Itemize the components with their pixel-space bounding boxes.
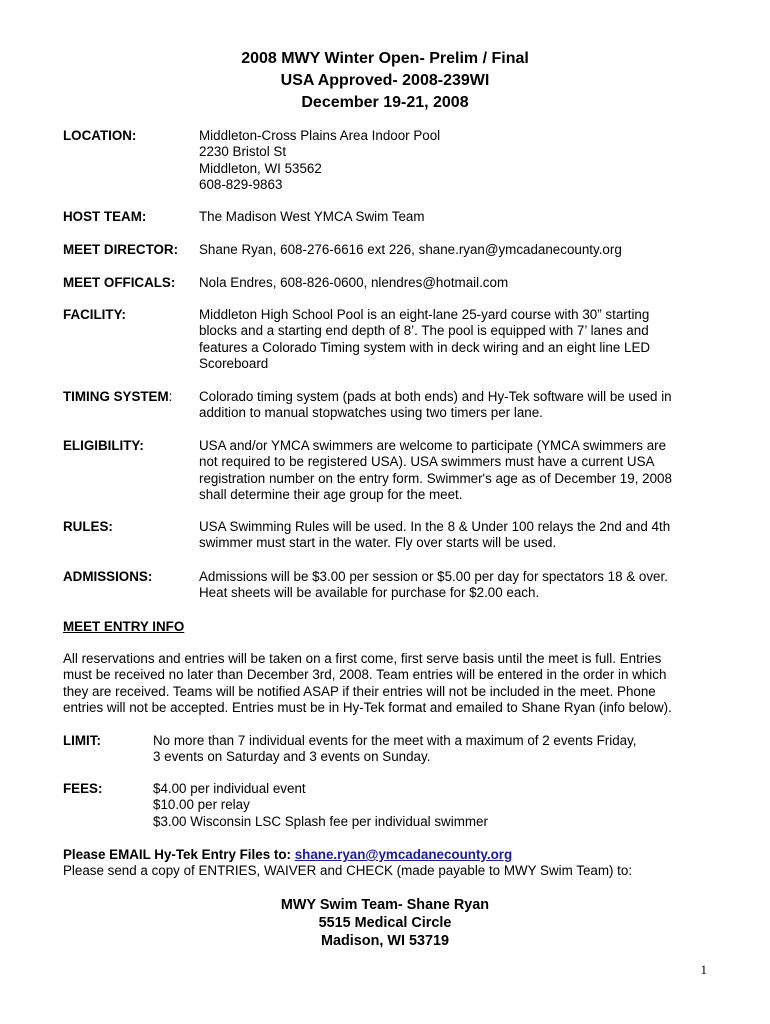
timing-system-label <box>63 389 172 404</box>
timing-system-label-colon: : <box>168 389 173 404</box>
timing-system-line: Colorado timing system (pads at both ends) and Hy-Tek software will be used in <box>199 389 672 404</box>
limit-line: 3 events on Saturday and 3 events on Sunday. <box>153 749 431 765</box>
fees-value <box>153 781 653 830</box>
entry-info-line: they are received. Teams will be notified ASAP if their entries will not be included in the meet. Phone <box>63 683 656 699</box>
meet-officials-label: MEET OFFICALS: <box>63 275 176 290</box>
eligibility-label: ELIGIBILITY: <box>63 438 144 453</box>
address-line-2: 5515 Medical Circle <box>318 915 452 931</box>
rules-value <box>199 519 699 552</box>
meet-director-label: MEET DIRECTOR: <box>63 242 179 257</box>
title-line-3: December 19-21, 2008 <box>301 94 469 111</box>
timing-system-label-text: TIMING SYSTEM <box>63 389 169 404</box>
entry-info-line: All reservations and entries will be taken on a first come, first serve basis until the meet is full. Entries <box>63 651 662 666</box>
meet-director-value <box>199 242 699 258</box>
location-label: LOCATION: <box>63 128 137 143</box>
eligibility-line: USA and/or YMCA swimmers are welcome to participate (YMCA swimmers are <box>199 438 667 453</box>
mailing-address <box>0 896 770 950</box>
rules-line: USA Swimming Rules will be used. In the 8 & Under 100 relays the 2nd and 4th <box>199 519 671 534</box>
limit-label: LIMIT: <box>63 733 101 748</box>
limit-line: No more than 7 individual events for the meet with a maximum of 2 events Friday, <box>153 733 637 748</box>
email-link[interactable]: shane.ryan@ymcadanecounty.org <box>294 847 513 862</box>
eligibility-line: registration number on the entry form. Swimmer's age as of December 19, 2008 <box>199 470 672 486</box>
email-instructions <box>63 847 703 880</box>
fees-line: $4.00 per individual event <box>153 781 306 796</box>
facility-value <box>199 307 699 373</box>
limit-value <box>153 733 653 766</box>
admissions-line: Admissions will be $3.00 per session or $5.00 per day for spectators 18 & over. <box>199 569 668 584</box>
fees-line: $10.00 per relay <box>153 797 250 813</box>
location-line: Middleton, WI 53562 <box>199 160 322 176</box>
location-line: 608-829-9863 <box>199 177 283 193</box>
document-title <box>0 48 770 114</box>
facility-line: Middleton High School Pool is an eight-lane 25-yard course with 30” starting <box>199 307 650 322</box>
entry-info-line: must be received no later than December 3rd, 2008. Team entries will be entered in the order in which <box>63 667 667 683</box>
host-team-line: The Madison West YMCA Swim Team <box>199 209 425 224</box>
fees-line: $3.00 Wisconsin LSC Splash fee per individual swimmer <box>153 813 488 829</box>
facility-line: blocks and a starting end depth of 8’. The pool is equipped with 7’ lanes and <box>199 323 649 339</box>
eligibility-value <box>199 438 699 504</box>
title-line-2: USA Approved- 2008-239WI <box>280 72 490 89</box>
page-number: 1 <box>700 962 707 977</box>
address-line-1: MWY Swim Team- Shane Ryan <box>280 897 490 913</box>
eligibility-line: not required to be registered USA). USA swimmers must have a current USA <box>199 454 655 470</box>
email-label: Please EMAIL Hy-Tek Entry Files to: <box>63 847 291 862</box>
meet-officials-line: Nola Endres, 608-826-0600, nlendres@hotmail.com <box>199 275 509 290</box>
send-copy-line: Please send a copy of ENTRIES, WAIVER and CHECK (made payable to MWY Swim Team) to: <box>63 863 633 879</box>
rules-line: swimmer must start in the water. Fly over starts will be used. <box>199 535 557 551</box>
host-team-label: HOST TEAM: <box>63 209 147 224</box>
rules-label: RULES: <box>63 519 113 534</box>
location-line: 2230 Bristol St <box>199 144 287 160</box>
admissions-value <box>199 569 699 602</box>
entry-info-line: entries will not be accepted. Entries must be in Hy-Tek format and emailed to Shane Ryan (info below). <box>63 700 672 716</box>
location-value <box>199 128 699 194</box>
fees-label: FEES: <box>63 781 103 796</box>
admissions-line: Heat sheets will be available for purchase for $2.00 each. <box>199 585 540 601</box>
meet-entry-info-heading: MEET ENTRY INFO <box>63 619 185 634</box>
host-team-value <box>199 209 699 225</box>
facility-label: FACILITY: <box>63 307 126 322</box>
title-line-1: 2008 MWY Winter Open- Prelim / Final <box>241 50 529 67</box>
entry-info-paragraph <box>63 651 703 717</box>
admissions-label: ADMISSIONS: <box>63 569 153 584</box>
meet-director-line: Shane Ryan, 608-276-6616 ext 226, shane.ryan@ymcadanecounty.org <box>199 242 622 257</box>
eligibility-line: shall determine their age group for the meet. <box>199 487 463 503</box>
address-line-3: Madison, WI 53719 <box>321 933 449 949</box>
timing-system-line: addition to manual stopwatches using two timers per lane. <box>199 405 543 421</box>
meet-officials-value <box>199 275 699 291</box>
email-line <box>63 847 703 863</box>
facility-line: Scoreboard <box>199 356 269 372</box>
facility-line: features a Colorado Timing system with in deck wiring and an eight line LED <box>199 339 651 355</box>
timing-system-value <box>199 389 699 422</box>
location-line: Middleton-Cross Plains Area Indoor Pool <box>199 128 441 143</box>
